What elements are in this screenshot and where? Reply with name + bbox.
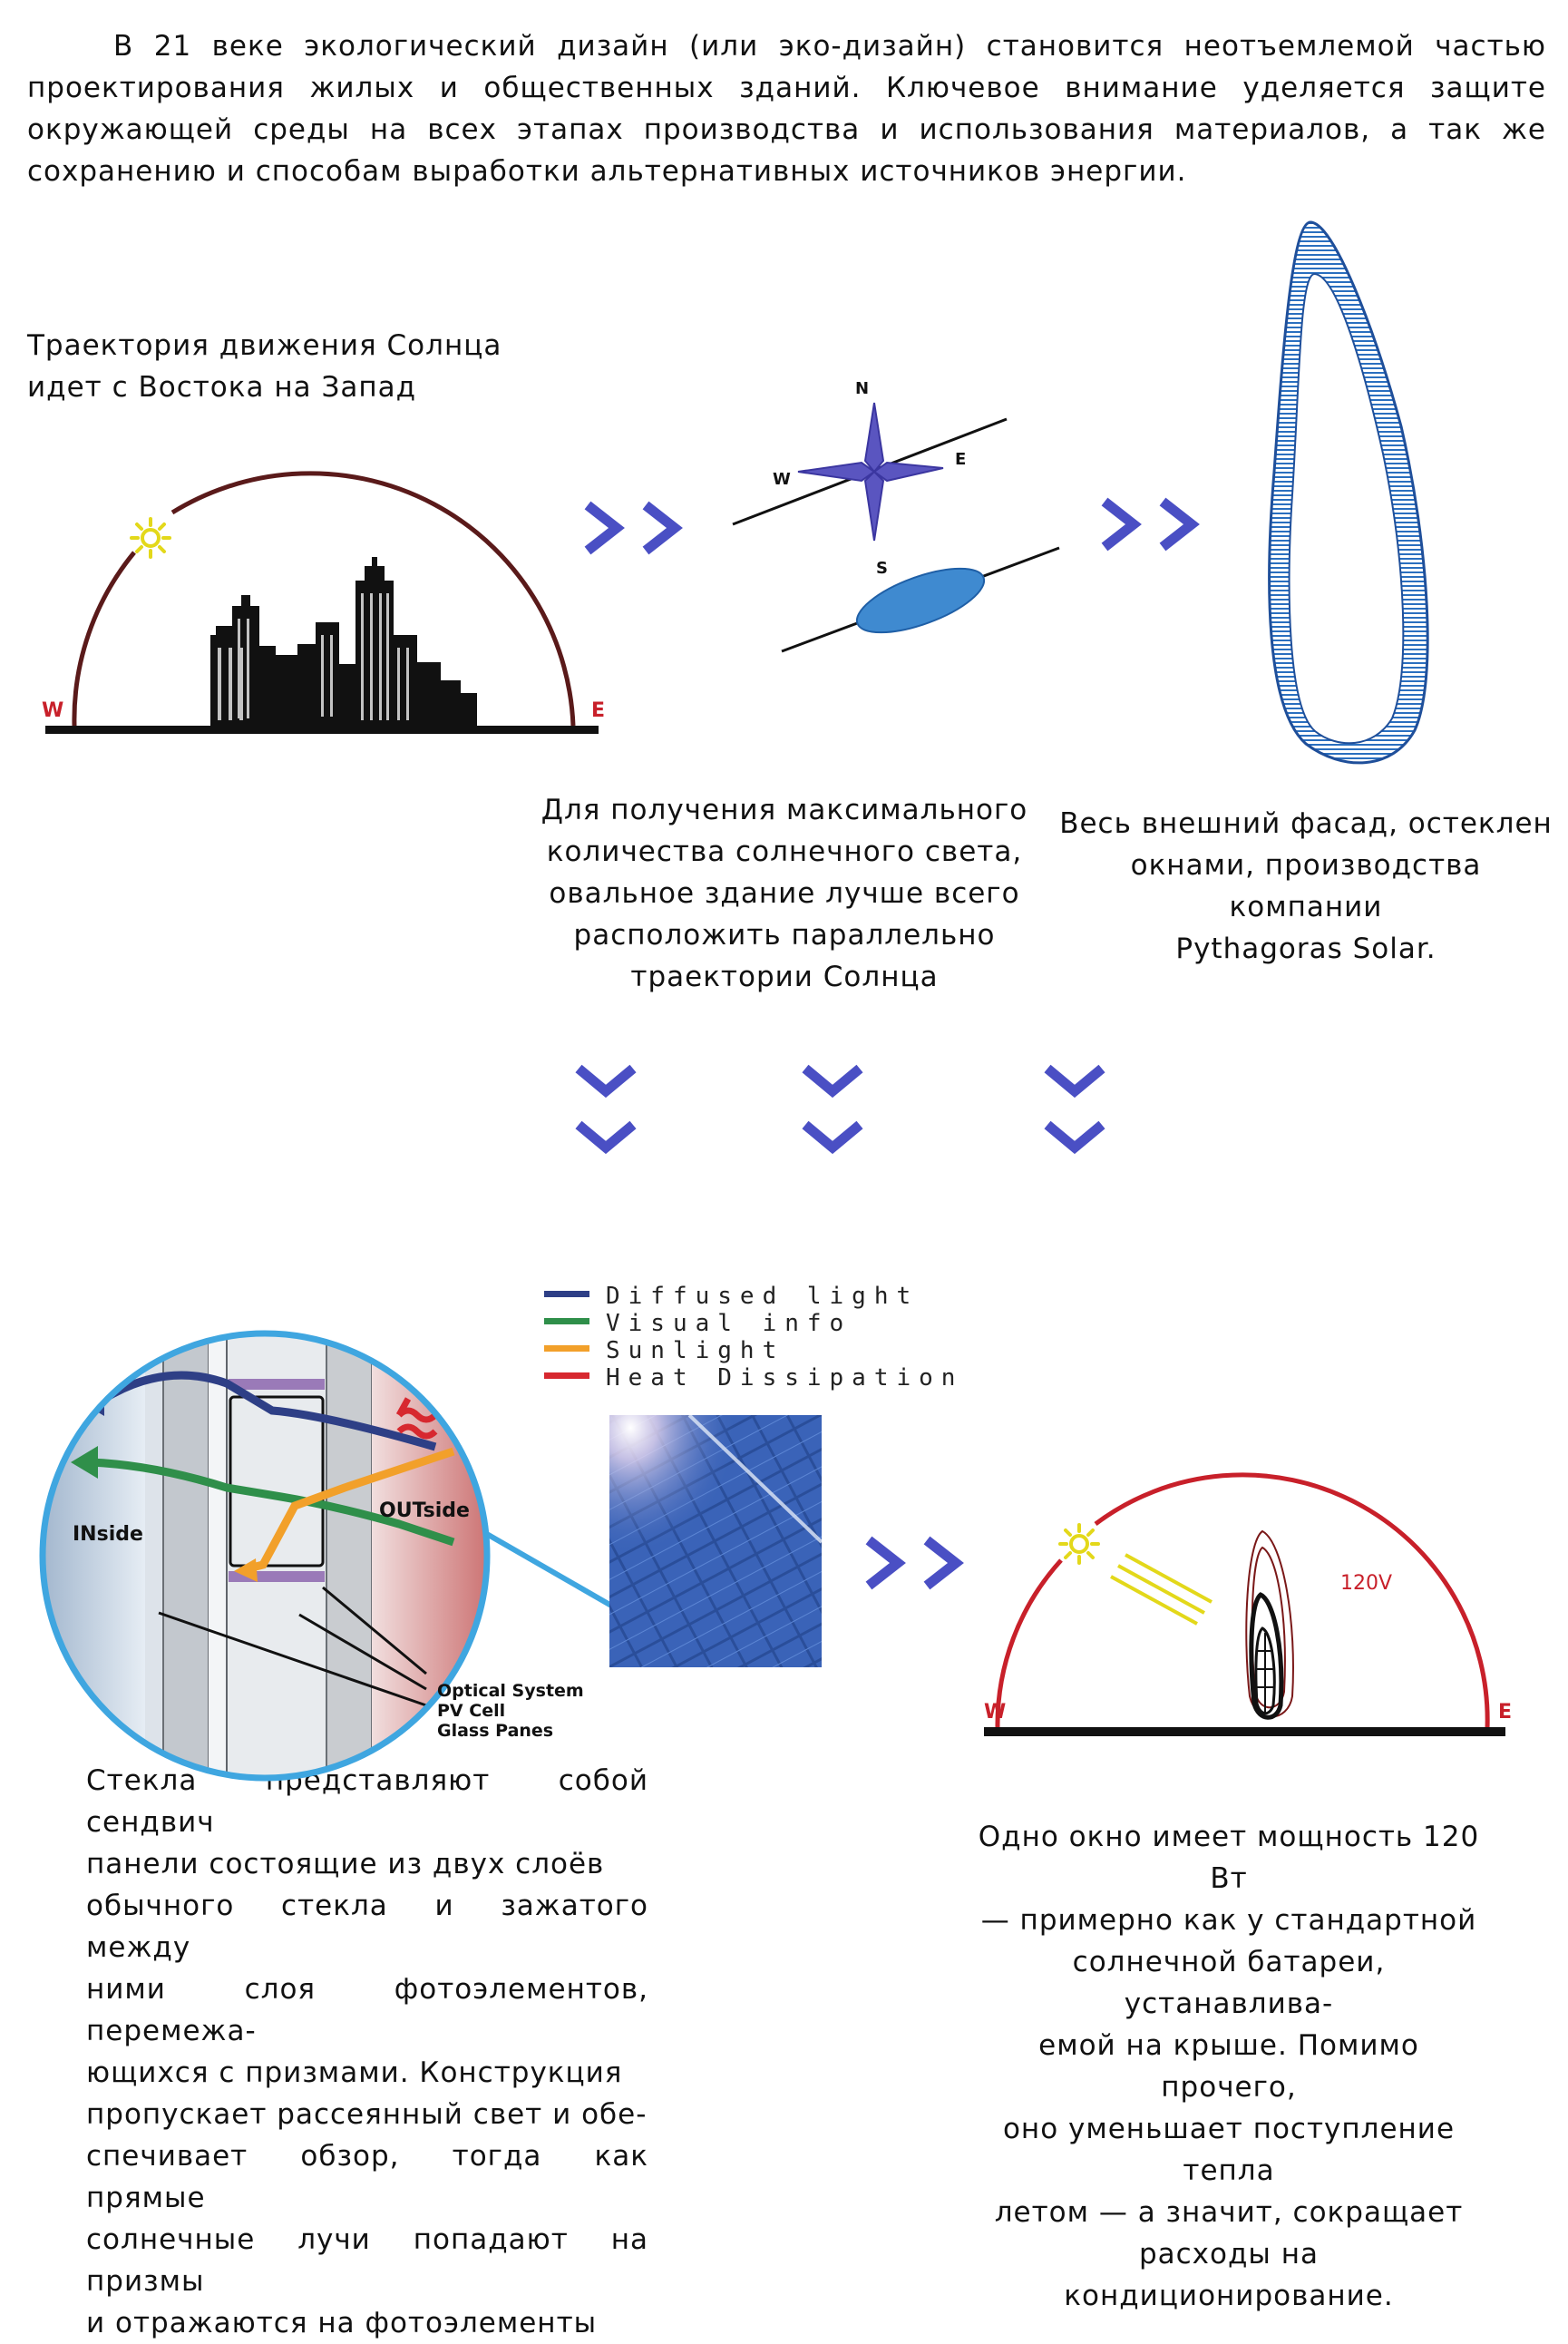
pv-cell-label: PV Cell xyxy=(437,1701,506,1721)
glass-caption-line: панели состоящие из двух слоёв xyxy=(86,1848,605,1880)
city-skyline xyxy=(210,557,477,726)
legend xyxy=(544,1283,963,1392)
east-label: E xyxy=(1498,1701,1513,1724)
facade-caption-line: окнами, производства компании xyxy=(1130,849,1482,923)
callout-line xyxy=(485,1533,624,1613)
orientation-caption-line: расположить параллельно xyxy=(573,919,996,952)
arrow-right-icon xyxy=(869,1540,973,1586)
arrow-right-icon xyxy=(1105,502,1209,547)
orientation-caption-line: овальное здание лучше всего xyxy=(549,877,1020,910)
glass-caption-line: ними слоя фотоэлементов, перемежа- xyxy=(86,1973,648,2047)
oval-building-plan xyxy=(850,555,992,645)
power-caption-line: солнечной батареи, устанавлива- xyxy=(1072,1946,1386,2020)
power-caption-line: Одно окно имеет мощность 120 Вт xyxy=(978,1821,1480,1895)
legend-label: Diffused light xyxy=(606,1283,920,1310)
sun-icon xyxy=(131,519,170,557)
building-elevation-icon xyxy=(1246,1531,1293,1717)
voltage-label: 120V xyxy=(1340,1572,1393,1595)
legend-label: Visual info xyxy=(606,1310,852,1337)
sun-icon xyxy=(1060,1525,1098,1563)
legend-label: Heat Dissipation xyxy=(606,1364,964,1392)
sun-path-diagram xyxy=(42,474,605,734)
ground-line xyxy=(984,1727,1505,1736)
ground-line xyxy=(45,726,599,734)
legend-swatch xyxy=(544,1318,589,1324)
orientation-caption-line: количества солнечного света, xyxy=(546,835,1023,868)
intro-paragraph: В 21 веке экологический дизайн (или эко-дизайн) становится неотъемлемой частью проектирования жилых и общественных зданий. Ключевое внимание уделяется защите окружающей среды на всех этапах производства и использования материалов, а так же сохранению и способам выработки альтернативных источников энергии. xyxy=(27,30,1546,188)
arrow-right-icon xyxy=(588,505,692,551)
legend-swatch xyxy=(544,1372,589,1379)
facade-inner-outline xyxy=(1290,274,1404,743)
solar-panel-image xyxy=(508,1415,925,1796)
orientation-caption-line: траектории Солнца xyxy=(630,961,939,993)
power-caption-line: — примерно как у стандартной xyxy=(980,1904,1477,1937)
sun-arc-left xyxy=(998,1560,1061,1728)
glass-caption-line: Стекла представляют собой сендвич xyxy=(86,1764,648,1839)
sun-path-caption-line2: идет с Востока на Запад xyxy=(27,371,417,404)
inside-label: INside xyxy=(73,1523,143,1546)
east-label: E xyxy=(591,699,606,722)
sun-path-caption-line1: Траектория движения Солнца xyxy=(27,329,502,362)
power-caption-line: емой на крыше. Помимо прочего, xyxy=(1038,2029,1419,2104)
west-label: W xyxy=(42,699,64,722)
glass-caption-line: спечивает обзор, тогда как прямые xyxy=(86,2140,648,2214)
orientation-diagram xyxy=(733,379,1059,651)
power-caption-line: расходы на кондиционирование. xyxy=(1064,2238,1394,2312)
power-diagram xyxy=(984,1475,1512,1736)
optical-system-label: Optical System xyxy=(437,1681,584,1701)
glass-caption-line: и отражаются на фотоэлементы xyxy=(86,2307,598,2339)
glass-panes-label: Glass Panes xyxy=(437,1721,554,1741)
glass-caption-line: солнечные лучи попадают на призмы xyxy=(86,2223,648,2298)
west-label: W xyxy=(984,1701,1007,1724)
arrow-down-icon xyxy=(805,1069,860,1164)
compass-rose-icon xyxy=(798,403,943,541)
compass-s-label: S xyxy=(876,559,888,578)
arrow-down-icon xyxy=(1047,1069,1102,1164)
glass-caption-line: пропускает рассеянный свет и обе- xyxy=(86,2098,648,2131)
sun-rays-icon xyxy=(1111,1555,1212,1624)
sun-arc-left xyxy=(74,552,134,726)
orientation-caption-line: Для получения максимального xyxy=(541,794,1028,826)
glass-caption-line: ющихся с призмами. Конструкция xyxy=(86,2056,623,2089)
legend-swatch xyxy=(544,1291,589,1297)
compass-e-label: E xyxy=(955,450,967,469)
legend-swatch xyxy=(544,1345,589,1352)
compass-n-label: N xyxy=(855,379,870,398)
outside-label: OUTside xyxy=(379,1499,470,1522)
facade-plan-diagram xyxy=(1270,222,1428,763)
window-section-diagram xyxy=(36,1324,624,1796)
legend-label: Sunlight xyxy=(606,1337,785,1364)
arrow-down-icon xyxy=(579,1069,633,1164)
facade-caption-line: Pythagoras Solar. xyxy=(1175,933,1437,965)
glass-caption-line: обычного стекла и зажатого между xyxy=(86,1890,648,1964)
facade-caption-line: Весь внешний фасад, остеклен xyxy=(1059,807,1553,840)
power-caption-line: летом — а значит, сокращает xyxy=(994,2196,1464,2229)
compass-w-label: W xyxy=(773,470,791,489)
power-caption-line: оно уменьшает поступление тепла xyxy=(1002,2113,1456,2187)
